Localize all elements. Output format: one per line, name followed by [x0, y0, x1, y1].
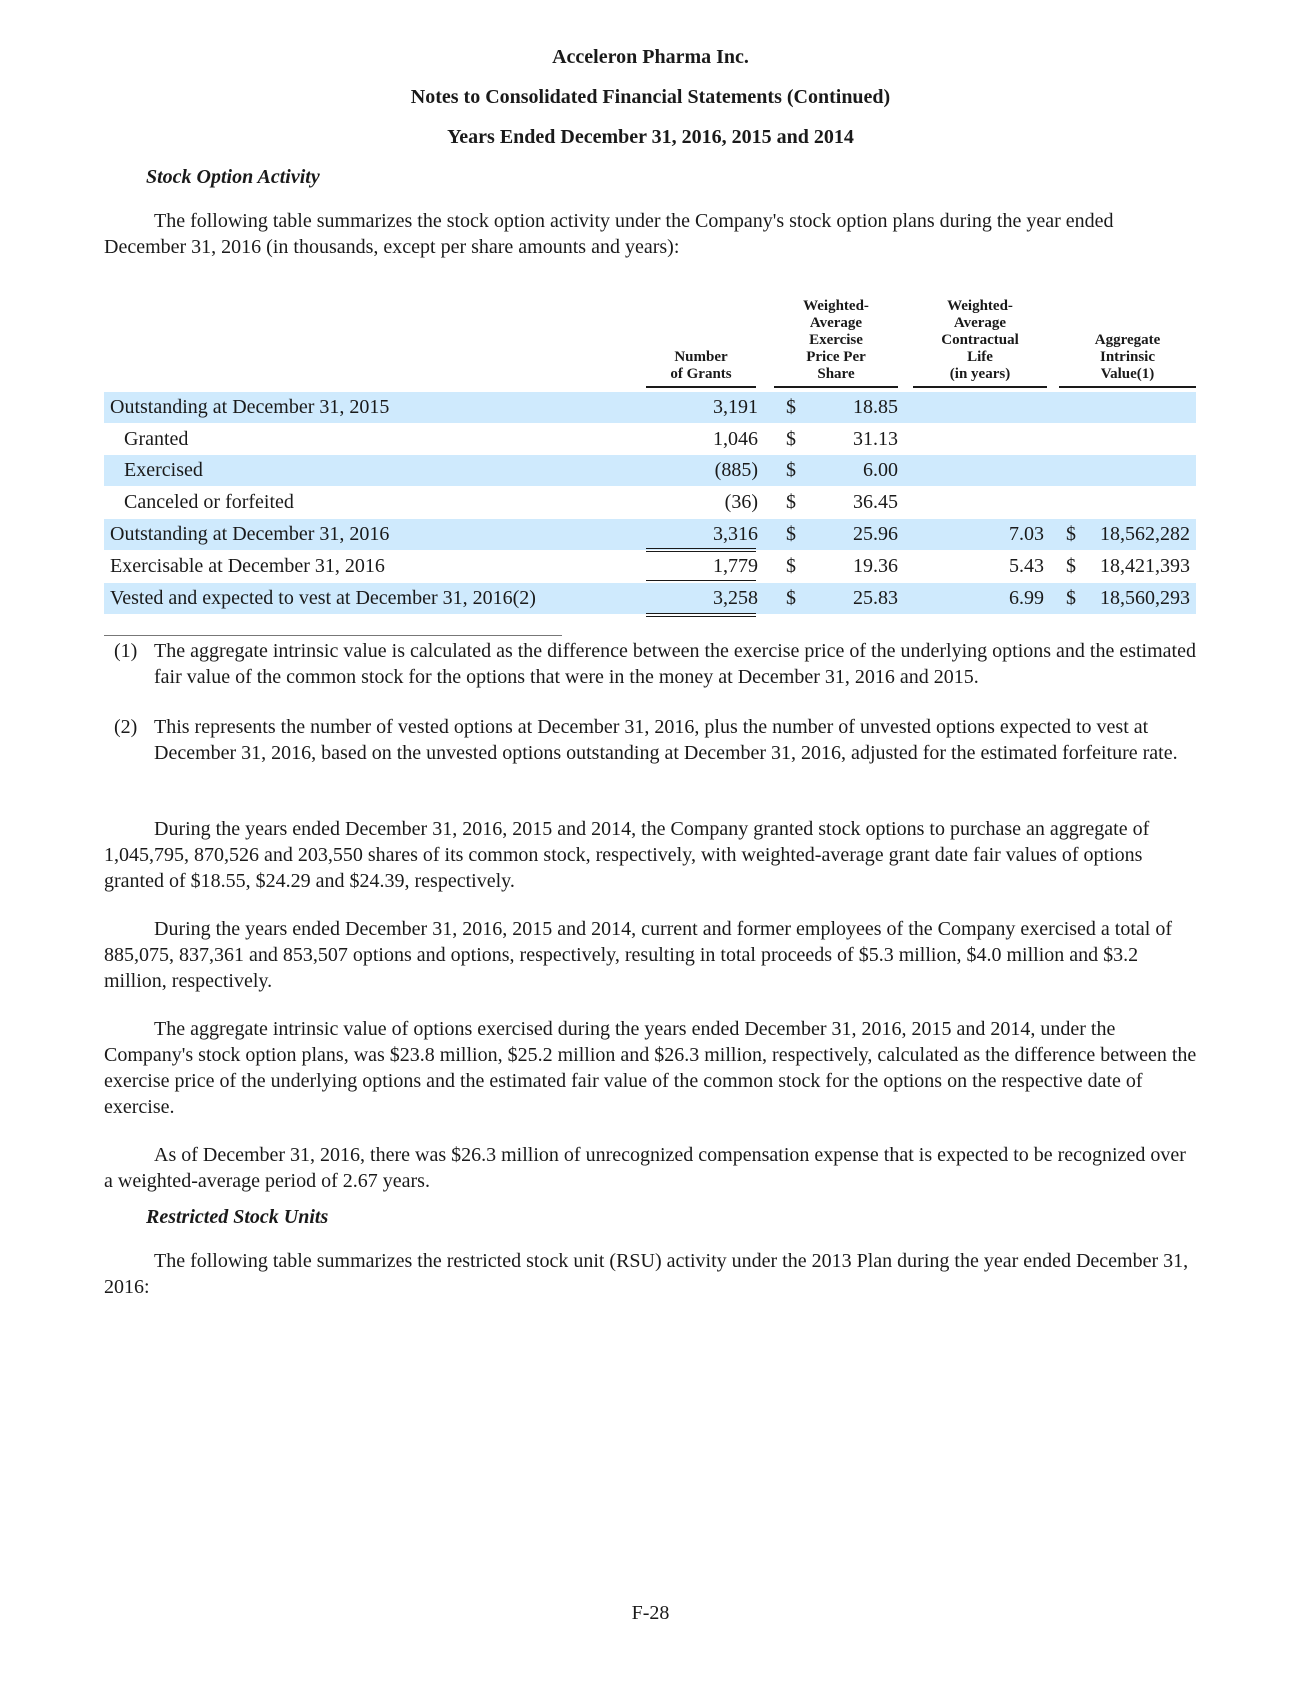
rsu-intro: The following table summarizes the restricted stock unit (RSU) activity under the 2013 Plan during the year ended December 31, 2016: — [104, 1250, 1189, 1298]
table-row — [104, 583, 1196, 614]
header-rule — [646, 386, 756, 388]
price-currency: $ — [786, 491, 796, 513]
row-label: Granted — [124, 428, 189, 450]
total-double-rule — [646, 616, 756, 617]
grants-cell: (36) — [724, 491, 758, 513]
notes-title: Notes to Consolidated Financial Statements (Continued) — [410, 86, 891, 108]
rsu-heading: Restricted Stock Units — [146, 1206, 329, 1228]
footnote-mark: (2) — [114, 716, 138, 738]
price-currency: $ — [786, 428, 796, 450]
col-header-grants: Number of Grants — [670, 349, 732, 382]
period-title: Years Ended December 31, 2016, 2015 and 2014 — [447, 126, 854, 148]
row-label: Exercisable at December 31, 2016 — [110, 555, 385, 577]
grants-cell: 3,316 — [713, 523, 758, 545]
table-row — [104, 487, 1196, 518]
grants-cell: 3,258 — [713, 587, 758, 609]
footnote-text: This represents the number of vested options at December 31, 2016, plus the number of unvested options expected to vest at December 31, 2016, based on the unvested options outstanding at December 31, 2016, adjusted for the estimated forfeiture rate. — [154, 716, 1178, 764]
price-cell: 19.36 — [853, 555, 898, 577]
life-cell: 6.99 — [1009, 587, 1044, 609]
row-label: Vested and expected to vest at December 31, 2016(2) — [110, 587, 536, 609]
value-currency: $ — [1066, 587, 1076, 609]
header-rule — [913, 386, 1047, 388]
value-currency: $ — [1066, 555, 1076, 577]
price-currency: $ — [786, 523, 796, 545]
price-cell: 18.85 — [853, 396, 898, 418]
footnote-mark: (1) — [114, 640, 138, 662]
row-label: Canceled or forfeited — [124, 491, 294, 513]
row-label: Outstanding at December 31, 2016 — [110, 523, 390, 545]
grants-cell: (885) — [714, 459, 758, 481]
header-rule — [1059, 386, 1196, 388]
paragraph-unrecognized-expense: As of December 31, 2016, there was $26.3 million of unrecognized compensation expense that is expected to be recognized over a weighted-average period of 2.67 years. — [104, 1144, 1186, 1192]
table-row — [104, 392, 1196, 423]
price-cell: 31.13 — [853, 428, 898, 450]
price-currency: $ — [786, 587, 796, 609]
total-double-rule — [646, 548, 756, 549]
footnote-2 — [104, 714, 1199, 766]
row-label: Outstanding at December 31, 2015 — [110, 396, 390, 418]
stock-option-heading: Stock Option Activity — [146, 166, 320, 188]
life-cell: 5.43 — [1009, 555, 1044, 577]
col-header-value: Aggregate Intrinsic Value(1) — [1094, 332, 1161, 382]
price-cell: 25.96 — [853, 523, 898, 545]
header-rule — [774, 386, 898, 388]
col-header-price: Weighted- Average Exercise Price Per Share — [803, 298, 869, 382]
page-number: F-28 — [631, 1602, 670, 1624]
value-cell: 18,421,393 — [1100, 555, 1190, 577]
grants-cell: 1,779 — [713, 555, 758, 577]
price-cell: 6.00 — [863, 459, 898, 481]
paragraph-exercised: During the years ended December 31, 2016, 2015 and 2014, current and former employees of the Company exercised a total of 885,075, 837,361 and 853,507 options and options, respectively, resulting in total proceeds of $5.3 million, $4.0 million and $3.2 million, respectively. — [104, 918, 1172, 992]
value-currency: $ — [1066, 523, 1076, 545]
grants-cell: 3,191 — [713, 396, 758, 418]
paragraph-grants: During the years ended December 31, 2016, 2015 and 2014, the Company granted stock options to purchase an aggregate of 1,045,795, 870,526 and 203,550 shares of its common stock, respectively, with weighted-average grant date fair values of options granted of $18.55, $24.29 and $24.39, respectively. — [104, 818, 1150, 892]
stock-option-intro: The following table summarizes the stock option activity under the Company's stock option plans during the year ended December 31, 2016 (in thousands, except per share amounts and years): — [104, 210, 1114, 258]
price-currency: $ — [786, 396, 796, 418]
price-currency: $ — [786, 459, 796, 481]
paragraph-intrinsic-value: The aggregate intrinsic value of options exercised during the years ended December 31, 2016, 2015 and 2014, under the Company's stock option plans, was $23.8 million, $25.2 million and $26.3 million, respectively, calculated as the difference between the exercise price of the underlying options and the estimated fair value of the common stock for the options on the respective date of exercise. — [104, 1018, 1197, 1118]
table-row — [104, 519, 1196, 550]
col-header-life: Weighted- Average Contractual Life (in years) — [941, 298, 1019, 382]
table-row — [104, 455, 1196, 486]
total-double-rule — [646, 580, 756, 581]
value-cell: 18,562,282 — [1100, 523, 1190, 545]
row-label: Exercised — [124, 459, 203, 481]
company-name: Acceleron Pharma Inc. — [552, 46, 749, 68]
table-row — [104, 551, 1196, 582]
footnote-separator — [104, 635, 562, 636]
life-cell: 7.03 — [1009, 523, 1044, 545]
footnote-text: The aggregate intrinsic value is calculated as the difference between the exercise price of the underlying options and the estimated fair value of the common stock for the options that were in the money at December 31, 2016 and 2015. — [154, 640, 1196, 688]
total-double-rule — [646, 613, 756, 614]
value-cell: 18,560,293 — [1100, 587, 1190, 609]
price-currency: $ — [786, 555, 796, 577]
grants-cell: 1,046 — [713, 428, 758, 450]
price-cell: 25.83 — [853, 587, 898, 609]
table-row — [104, 424, 1196, 455]
price-cell: 36.45 — [853, 491, 898, 513]
footnote-1 — [104, 638, 1199, 690]
